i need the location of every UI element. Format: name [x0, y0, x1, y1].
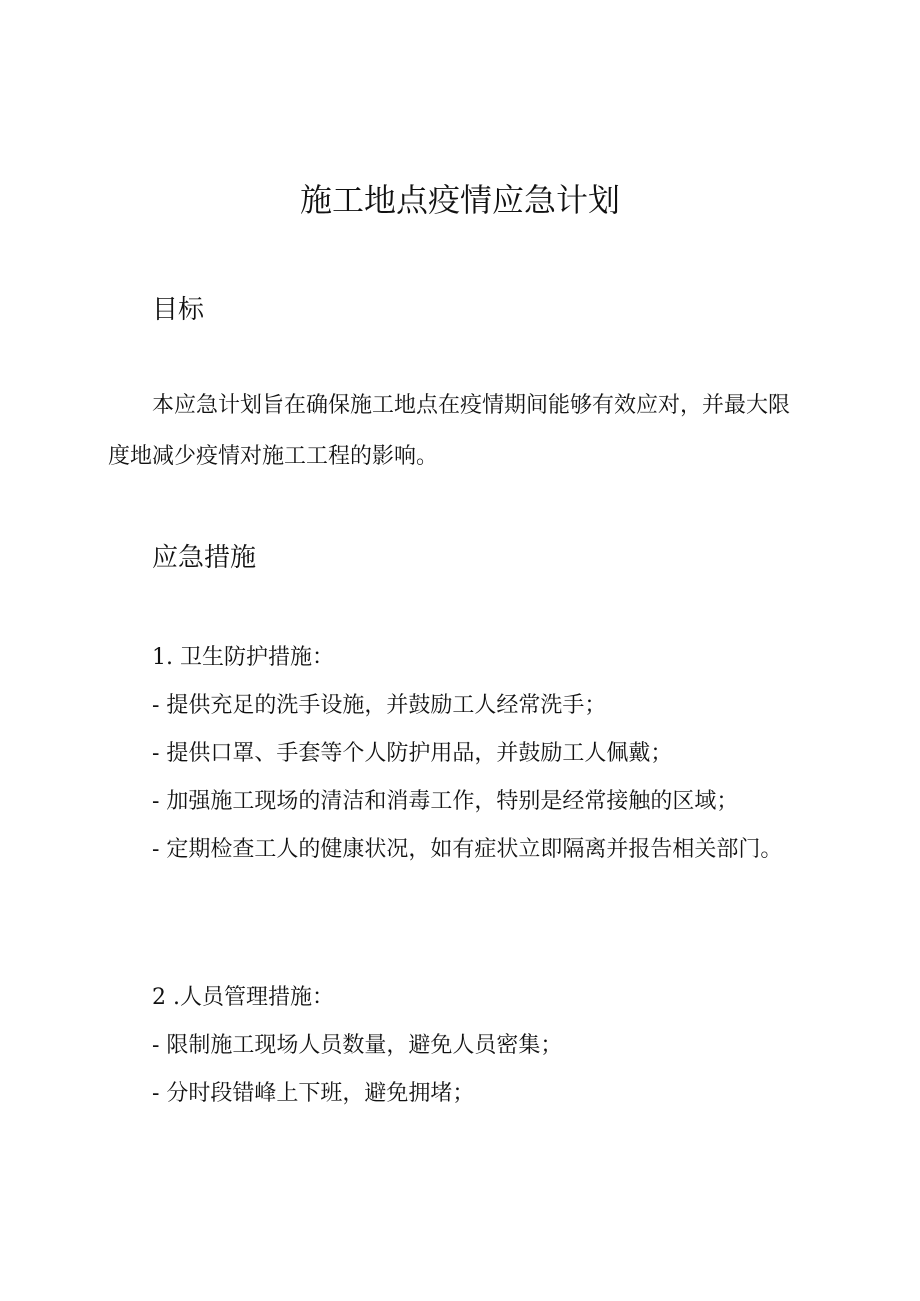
document-title: 施工地点疫情应急计划 — [299, 181, 620, 219]
list-item: - 分时段错峰上下班，避免拥堵； — [152, 1081, 475, 1106]
section-heading-goal: 目标 — [152, 295, 205, 325]
list-item: - 限制施工现场人员数量，避免人员密集； — [152, 1033, 563, 1058]
measure-group-title-hygiene: 1. 卫生防护措施： — [152, 645, 334, 670]
goal-paragraph: 本应急计划旨在确保施工地点在疫情期间能够有效应对，并最大限度地减少疫情对施工工程的影响。 — [108, 393, 791, 469]
list-item: - 定期检查工人的健康状况，如有症状立即隔离并报告相关部门。 — [152, 837, 783, 862]
measure-group-title-personnel: 2 .人员管理措施： — [152, 985, 334, 1010]
list-item: - 提供充足的洗手设施，并鼓励工人经常洗手； — [152, 693, 607, 718]
list-item: - 提供口罩、手套等个人防护用品，并鼓励工人佩戴； — [152, 741, 673, 766]
section-heading-measures: 应急措施 — [152, 543, 257, 573]
list-item: - 加强施工现场的清洁和消毒工作，特别是经常接触的区域； — [152, 789, 739, 814]
